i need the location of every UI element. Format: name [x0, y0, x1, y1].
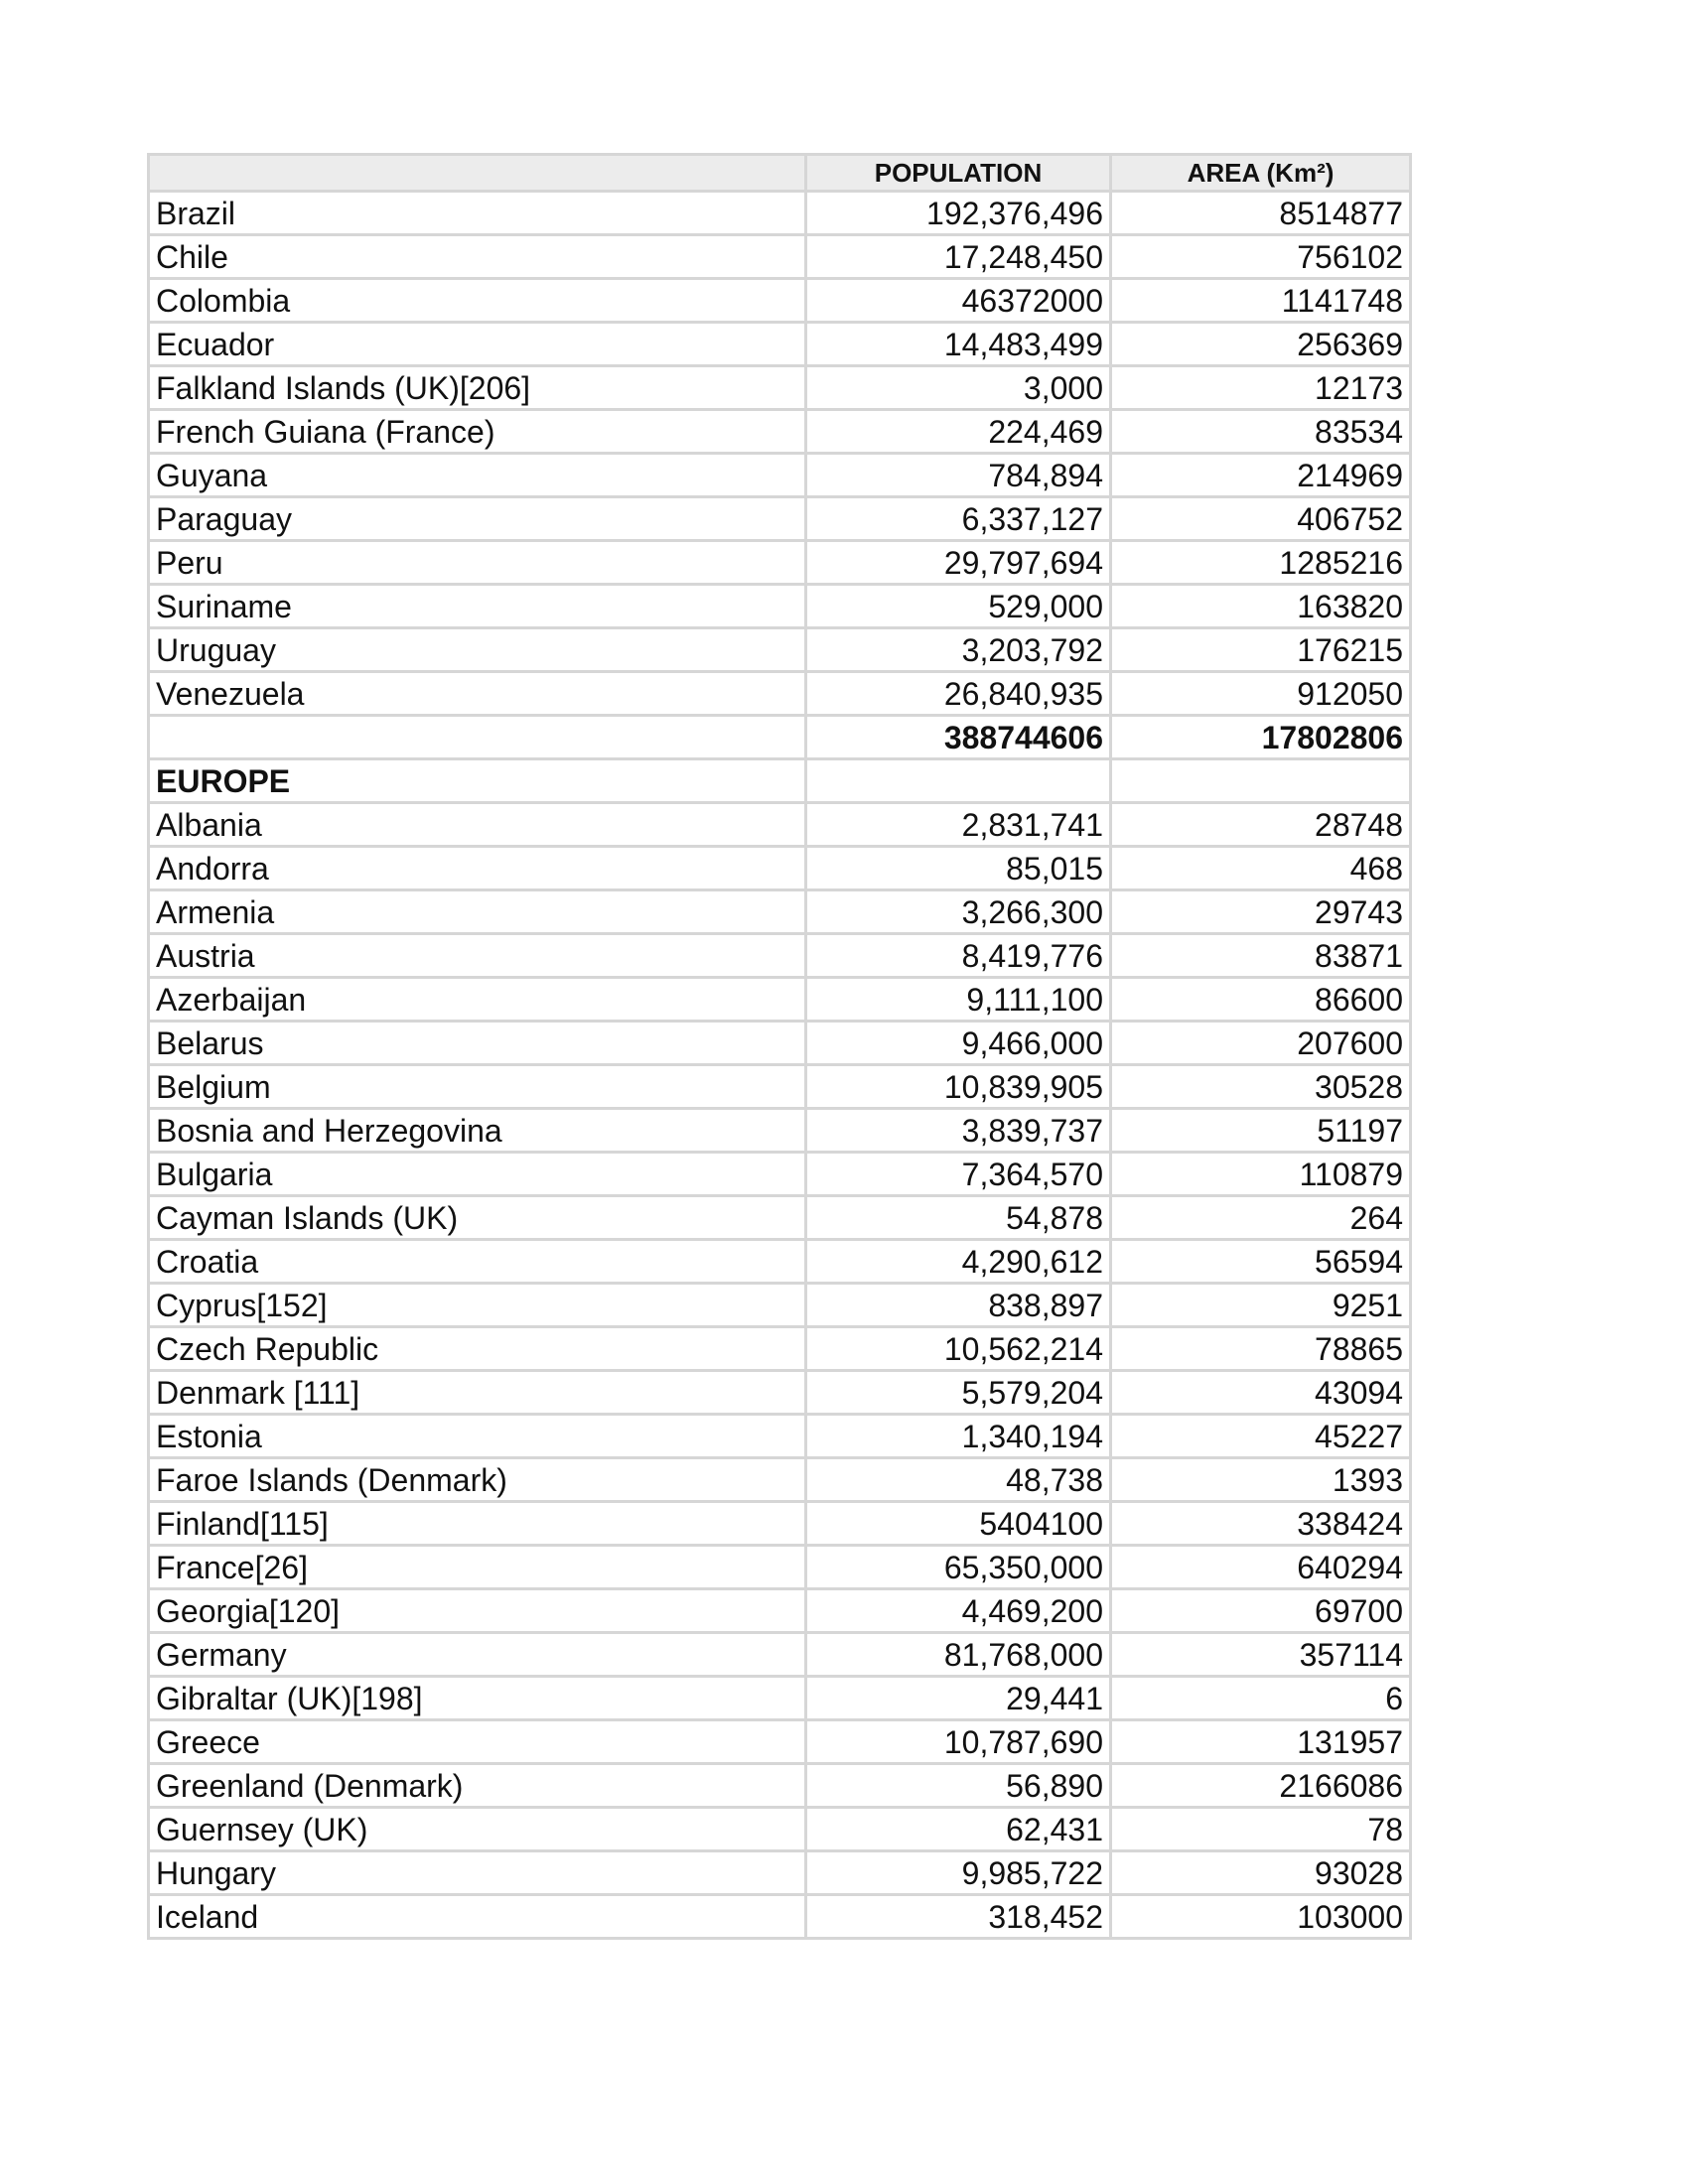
- table-body: [149, 192, 1411, 1939]
- table-row: [149, 366, 1411, 410]
- country-name-cell: [149, 716, 806, 759]
- table-row: [149, 1327, 1411, 1371]
- area-cell: 2166086: [1111, 1764, 1411, 1808]
- country-name-cell: Guernsey (UK): [149, 1808, 806, 1851]
- population-cell: 62,431: [806, 1808, 1111, 1851]
- table-row: [149, 1240, 1411, 1284]
- area-cell: 28748: [1111, 803, 1411, 847]
- country-name-cell: Hungary: [149, 1851, 806, 1895]
- table-row: [149, 1808, 1411, 1851]
- population-cell: 10,839,905: [806, 1065, 1111, 1109]
- area-cell: 756102: [1111, 235, 1411, 279]
- population-cell: 3,839,737: [806, 1109, 1111, 1153]
- area-cell: 51197: [1111, 1109, 1411, 1153]
- population-cell: 17,248,450: [806, 235, 1111, 279]
- country-name-cell: Estonia: [149, 1415, 806, 1458]
- area-cell: 207600: [1111, 1022, 1411, 1065]
- population-cell: 529,000: [806, 585, 1111, 628]
- population-cell: 8,419,776: [806, 934, 1111, 978]
- table-row: [149, 410, 1411, 454]
- country-name-cell: Guyana: [149, 454, 806, 497]
- country-name-cell: Finland[115]: [149, 1502, 806, 1546]
- table-row: [149, 1065, 1411, 1109]
- area-cell: [1111, 759, 1411, 803]
- population-cell: 1,340,194: [806, 1415, 1111, 1458]
- population-cell: 10,787,690: [806, 1720, 1111, 1764]
- country-name-cell: Colombia: [149, 279, 806, 323]
- country-name-cell: Iceland: [149, 1895, 806, 1939]
- country-name-cell: Austria: [149, 934, 806, 978]
- area-cell: 30528: [1111, 1065, 1411, 1109]
- population-cell: 4,469,200: [806, 1589, 1111, 1633]
- country-name-cell: Greece: [149, 1720, 806, 1764]
- header-row: [149, 155, 1411, 192]
- area-cell: 110879: [1111, 1153, 1411, 1196]
- population-cell: 26,840,935: [806, 672, 1111, 716]
- table-row: [149, 1851, 1411, 1895]
- area-cell: 83534: [1111, 410, 1411, 454]
- population-cell: 81,768,000: [806, 1633, 1111, 1677]
- header-country: [149, 155, 806, 192]
- population-cell: 29,797,694: [806, 541, 1111, 585]
- table-row: [149, 847, 1411, 890]
- table-row: [149, 1502, 1411, 1546]
- population-cell: 388744606: [806, 716, 1111, 759]
- table-row: [149, 497, 1411, 541]
- country-name-cell: Albania: [149, 803, 806, 847]
- area-cell: 176215: [1111, 628, 1411, 672]
- area-cell: 29743: [1111, 890, 1411, 934]
- table-row: [149, 1109, 1411, 1153]
- population-cell: 5404100: [806, 1502, 1111, 1546]
- area-cell: 468: [1111, 847, 1411, 890]
- table-row: [149, 672, 1411, 716]
- table-header: [149, 155, 1411, 192]
- area-cell: 93028: [1111, 1851, 1411, 1895]
- table-row: [149, 1458, 1411, 1502]
- area-cell: 131957: [1111, 1720, 1411, 1764]
- population-cell: 56,890: [806, 1764, 1111, 1808]
- population-cell: 48,738: [806, 1458, 1111, 1502]
- table-row: [149, 323, 1411, 366]
- area-cell: 45227: [1111, 1415, 1411, 1458]
- table-row: [149, 1196, 1411, 1240]
- area-cell: 357114: [1111, 1633, 1411, 1677]
- table-row: [149, 1633, 1411, 1677]
- country-name-cell: Croatia: [149, 1240, 806, 1284]
- population-cell: 3,000: [806, 366, 1111, 410]
- table-row: [149, 235, 1411, 279]
- area-cell: 338424: [1111, 1502, 1411, 1546]
- table-row: [149, 1589, 1411, 1633]
- country-name-cell: Ecuador: [149, 323, 806, 366]
- table-row: [149, 192, 1411, 235]
- population-cell: 5,579,204: [806, 1371, 1111, 1415]
- population-cell: 784,894: [806, 454, 1111, 497]
- table-row: [149, 1153, 1411, 1196]
- country-name-cell: Belgium: [149, 1065, 806, 1109]
- population-cell: 9,111,100: [806, 978, 1111, 1022]
- population-area-table: [147, 153, 1412, 1940]
- area-cell: 1285216: [1111, 541, 1411, 585]
- country-name-cell: Venezuela: [149, 672, 806, 716]
- area-cell: 264: [1111, 1196, 1411, 1240]
- country-name-cell: Paraguay: [149, 497, 806, 541]
- population-cell: 7,364,570: [806, 1153, 1111, 1196]
- area-cell: 912050: [1111, 672, 1411, 716]
- table-row: [149, 1022, 1411, 1065]
- table-row: [149, 803, 1411, 847]
- area-cell: 640294: [1111, 1546, 1411, 1589]
- table-row: [149, 628, 1411, 672]
- table-row: [149, 1371, 1411, 1415]
- table-row: [149, 279, 1411, 323]
- country-name-cell: Brazil: [149, 192, 806, 235]
- country-name-cell: French Guiana (France): [149, 410, 806, 454]
- area-cell: 9251: [1111, 1284, 1411, 1327]
- population-cell: 54,878: [806, 1196, 1111, 1240]
- population-cell: [806, 759, 1111, 803]
- section-heading-row: [149, 759, 1411, 803]
- area-cell: 17802806: [1111, 716, 1411, 759]
- area-cell: 1141748: [1111, 279, 1411, 323]
- header-area: AREA (Km²): [1111, 155, 1411, 192]
- table-row: [149, 1764, 1411, 1808]
- population-cell: 192,376,496: [806, 192, 1111, 235]
- population-cell: 65,350,000: [806, 1546, 1111, 1589]
- area-cell: 78865: [1111, 1327, 1411, 1371]
- area-cell: 83871: [1111, 934, 1411, 978]
- table-row: [149, 541, 1411, 585]
- population-cell: 2,831,741: [806, 803, 1111, 847]
- table-row: [149, 978, 1411, 1022]
- country-name-cell: Faroe Islands (Denmark): [149, 1458, 806, 1502]
- area-cell: 6: [1111, 1677, 1411, 1720]
- population-cell: 46372000: [806, 279, 1111, 323]
- area-cell: 12173: [1111, 366, 1411, 410]
- population-cell: 3,266,300: [806, 890, 1111, 934]
- population-cell: 10,562,214: [806, 1327, 1111, 1371]
- header-population: POPULATION: [806, 155, 1111, 192]
- area-cell: 256369: [1111, 323, 1411, 366]
- table-row: [149, 585, 1411, 628]
- country-name-cell: Peru: [149, 541, 806, 585]
- country-name-cell: Bulgaria: [149, 1153, 806, 1196]
- country-name-cell: Azerbaijan: [149, 978, 806, 1022]
- country-name-cell: Czech Republic: [149, 1327, 806, 1371]
- country-name-cell: Gibraltar (UK)[198]: [149, 1677, 806, 1720]
- population-cell: 6,337,127: [806, 497, 1111, 541]
- table-row: [149, 1677, 1411, 1720]
- population-cell: 29,441: [806, 1677, 1111, 1720]
- country-name-cell: EUROPE: [149, 759, 806, 803]
- table-row: [149, 1720, 1411, 1764]
- population-cell: 4,290,612: [806, 1240, 1111, 1284]
- country-name-cell: Georgia[120]: [149, 1589, 806, 1633]
- population-cell: 838,897: [806, 1284, 1111, 1327]
- total-row: [149, 716, 1411, 759]
- population-cell: 318,452: [806, 1895, 1111, 1939]
- area-cell: 69700: [1111, 1589, 1411, 1633]
- country-name-cell: Belarus: [149, 1022, 806, 1065]
- table-row: [149, 1284, 1411, 1327]
- population-cell: 14,483,499: [806, 323, 1111, 366]
- area-cell: 214969: [1111, 454, 1411, 497]
- population-cell: 9,985,722: [806, 1851, 1111, 1895]
- country-name-cell: Germany: [149, 1633, 806, 1677]
- table-row: [149, 1546, 1411, 1589]
- population-cell: 224,469: [806, 410, 1111, 454]
- population-cell: 9,466,000: [806, 1022, 1111, 1065]
- country-name-cell: Cyprus[152]: [149, 1284, 806, 1327]
- country-name-cell: Bosnia and Herzegovina: [149, 1109, 806, 1153]
- table-row: [149, 890, 1411, 934]
- table-row: [149, 934, 1411, 978]
- table-row: [149, 454, 1411, 497]
- area-cell: 163820: [1111, 585, 1411, 628]
- country-name-cell: Suriname: [149, 585, 806, 628]
- country-name-cell: Andorra: [149, 847, 806, 890]
- area-cell: 103000: [1111, 1895, 1411, 1939]
- table-row: [149, 1415, 1411, 1458]
- area-cell: 86600: [1111, 978, 1411, 1022]
- area-cell: 56594: [1111, 1240, 1411, 1284]
- table-row: [149, 1895, 1411, 1939]
- country-name-cell: Armenia: [149, 890, 806, 934]
- country-name-cell: Falkland Islands (UK)[206]: [149, 366, 806, 410]
- population-cell: 3,203,792: [806, 628, 1111, 672]
- area-cell: 406752: [1111, 497, 1411, 541]
- country-name-cell: France[26]: [149, 1546, 806, 1589]
- area-cell: 1393: [1111, 1458, 1411, 1502]
- population-cell: 85,015: [806, 847, 1111, 890]
- country-name-cell: Denmark [111]: [149, 1371, 806, 1415]
- area-cell: 43094: [1111, 1371, 1411, 1415]
- country-name-cell: Uruguay: [149, 628, 806, 672]
- country-name-cell: Greenland (Denmark): [149, 1764, 806, 1808]
- country-name-cell: Chile: [149, 235, 806, 279]
- country-name-cell: Cayman Islands (UK): [149, 1196, 806, 1240]
- area-cell: 78: [1111, 1808, 1411, 1851]
- area-cell: 8514877: [1111, 192, 1411, 235]
